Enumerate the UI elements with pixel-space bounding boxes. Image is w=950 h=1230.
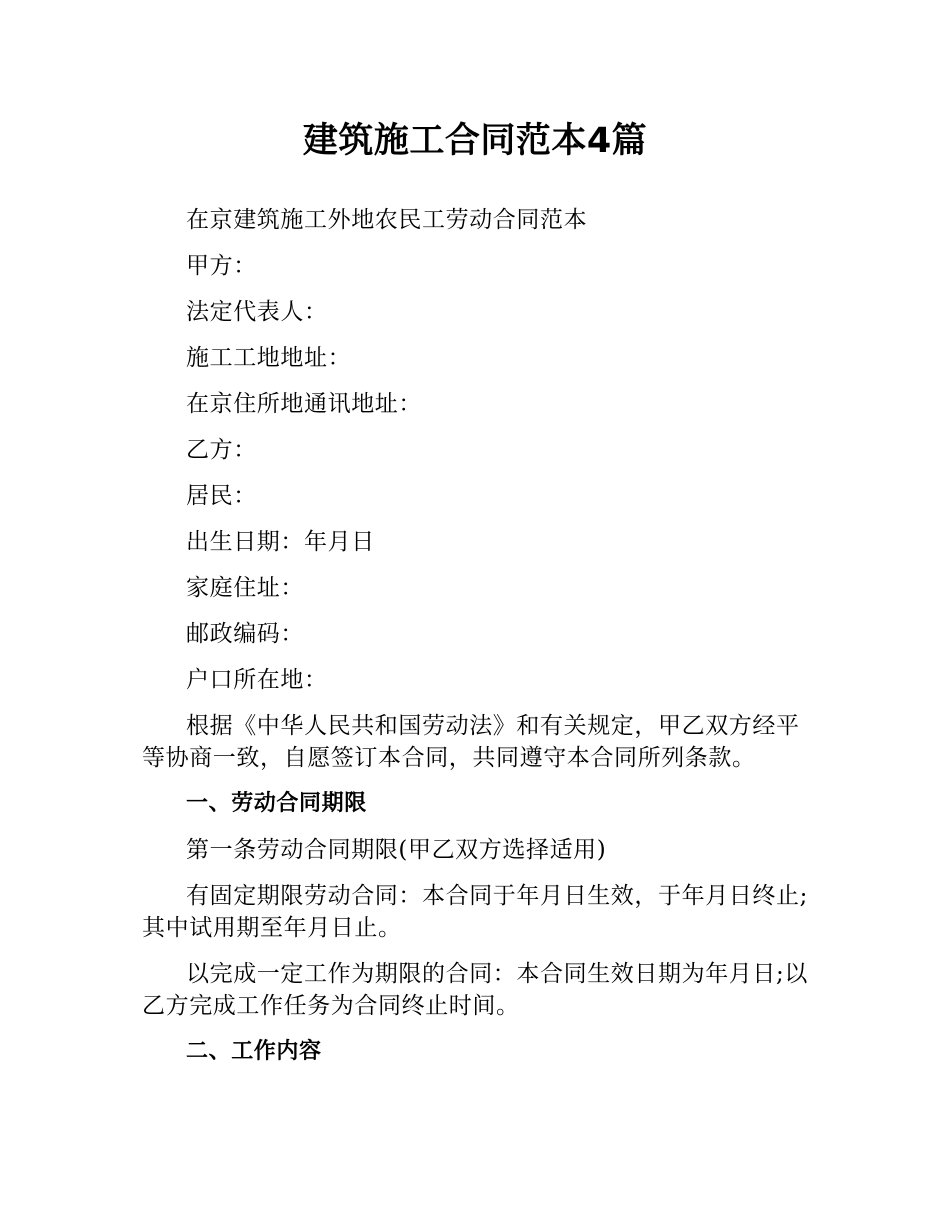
paragraph-home-address: 家庭住址： — [186, 575, 304, 601]
section-heading-work-content: 二、工作内容 — [186, 1039, 322, 1064]
paragraph-legal-representative: 法定代表人： — [186, 299, 328, 325]
paragraph-beijing-address: 在京住所地通讯地址： — [186, 391, 422, 417]
paragraph-fixed-term: 有固定期限劳动合同：本合同于年月日生效，于年月日终止;其中试用期至年月日止。 — [142, 883, 808, 941]
section-heading-contract-term: 一、劳动合同期限 — [186, 791, 367, 816]
paragraph-party-b: 乙方： — [186, 437, 257, 463]
paragraph-resident: 居民： — [186, 483, 257, 509]
document-body — [142, 204, 810, 1082]
paragraph-preamble: 根据《中华人民共和国劳动法》和有关规定，甲乙双方经平等协商一致，自愿签订本合同，共同遵守本合同所列条款。 — [142, 713, 800, 771]
paragraph-household-registration: 户口所在地： — [186, 667, 328, 693]
paragraph-contract-name: 在京建筑施工外地农民工劳动合同范本 — [186, 207, 588, 233]
paragraph-party-a: 甲方： — [186, 253, 257, 279]
paragraph-task-term: 以完成一定工作为期限的合同：本合同生效日期为年月日;以乙方完成工作任务为合同终止时间。 — [142, 961, 808, 1019]
paragraph-birth-date: 出生日期：年月日 — [186, 529, 375, 555]
paragraph-site-address: 施工工地地址： — [186, 345, 352, 371]
paragraph-article-1: 第一条劳动合同期限(甲乙双方选择适用) — [186, 837, 607, 863]
paragraph-postal-code: 邮政编码： — [186, 621, 304, 647]
document-title: 建筑施工合同范本4篇 — [302, 121, 648, 161]
